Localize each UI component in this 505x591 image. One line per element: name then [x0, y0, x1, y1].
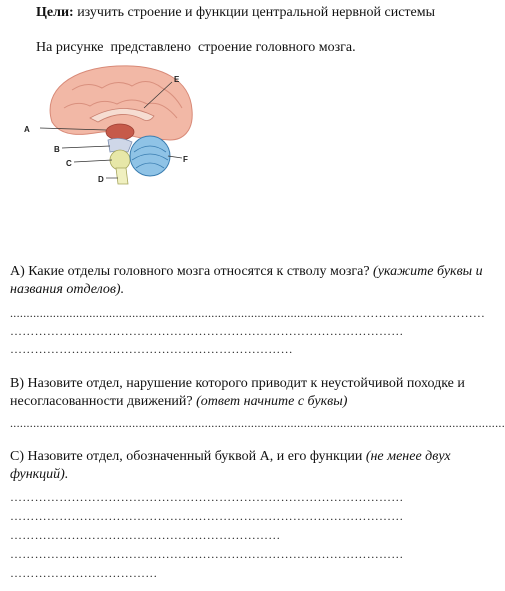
answer-line[interactable]: …………………………………………………………	[10, 528, 281, 542]
question-a-hint: (укажите буквы и названия отделов).	[10, 264, 483, 297]
question-c-hint: (не менее двух функций).	[10, 449, 451, 482]
figure-label-c: C	[66, 159, 72, 168]
answer-line[interactable]: ……………………………………………………………………………………	[10, 509, 404, 523]
figure-label-b: B	[54, 145, 60, 154]
brain-figure	[22, 60, 222, 190]
answer-line[interactable]: ……………………………………………………………………………………	[10, 490, 404, 504]
question-a-text: А) Какие отделы головного мозга относятся к стволу мозга?	[10, 264, 374, 279]
goal-text: изучить строение и функции центральной нервной системы	[73, 5, 436, 20]
goal-line	[36, 5, 435, 21]
question-a	[10, 263, 488, 299]
goal-label: Цели:	[36, 5, 74, 20]
intro-text: На рисунке представлено строение головного мозга.	[36, 40, 356, 55]
figure-label-e: E	[174, 75, 180, 84]
answer-line[interactable]: .......................................................................................................……………………………	[10, 306, 486, 320]
question-b-hint: (ответ начните с буквы)	[196, 394, 348, 409]
pons	[110, 150, 130, 170]
question-c	[10, 448, 488, 484]
diencephalon	[106, 124, 134, 140]
answer-line[interactable]: ………………………………	[10, 566, 158, 580]
answer-line[interactable]: ……………………………………………………………………………………	[10, 324, 404, 338]
answer-line[interactable]: ......................................................................................................................................................	[10, 416, 505, 430]
cerebellum	[130, 136, 170, 176]
question-c-text: С) Назовите отдел, обозначенный буквой А, и его функции	[10, 449, 366, 464]
figure-label-d: D	[98, 175, 104, 184]
answer-line[interactable]: ……………………………………………………………………………………	[10, 547, 404, 561]
figure-label-f: F	[183, 155, 188, 164]
figure-label-a: A	[24, 125, 30, 134]
question-b	[10, 375, 488, 411]
question-b-text: В) Назовите отдел, нарушение которого приводит к неустойчивой походке и несогласованности движений?	[10, 376, 465, 409]
medulla	[116, 168, 128, 184]
answer-line[interactable]: ……………………………………………………………	[10, 342, 293, 356]
